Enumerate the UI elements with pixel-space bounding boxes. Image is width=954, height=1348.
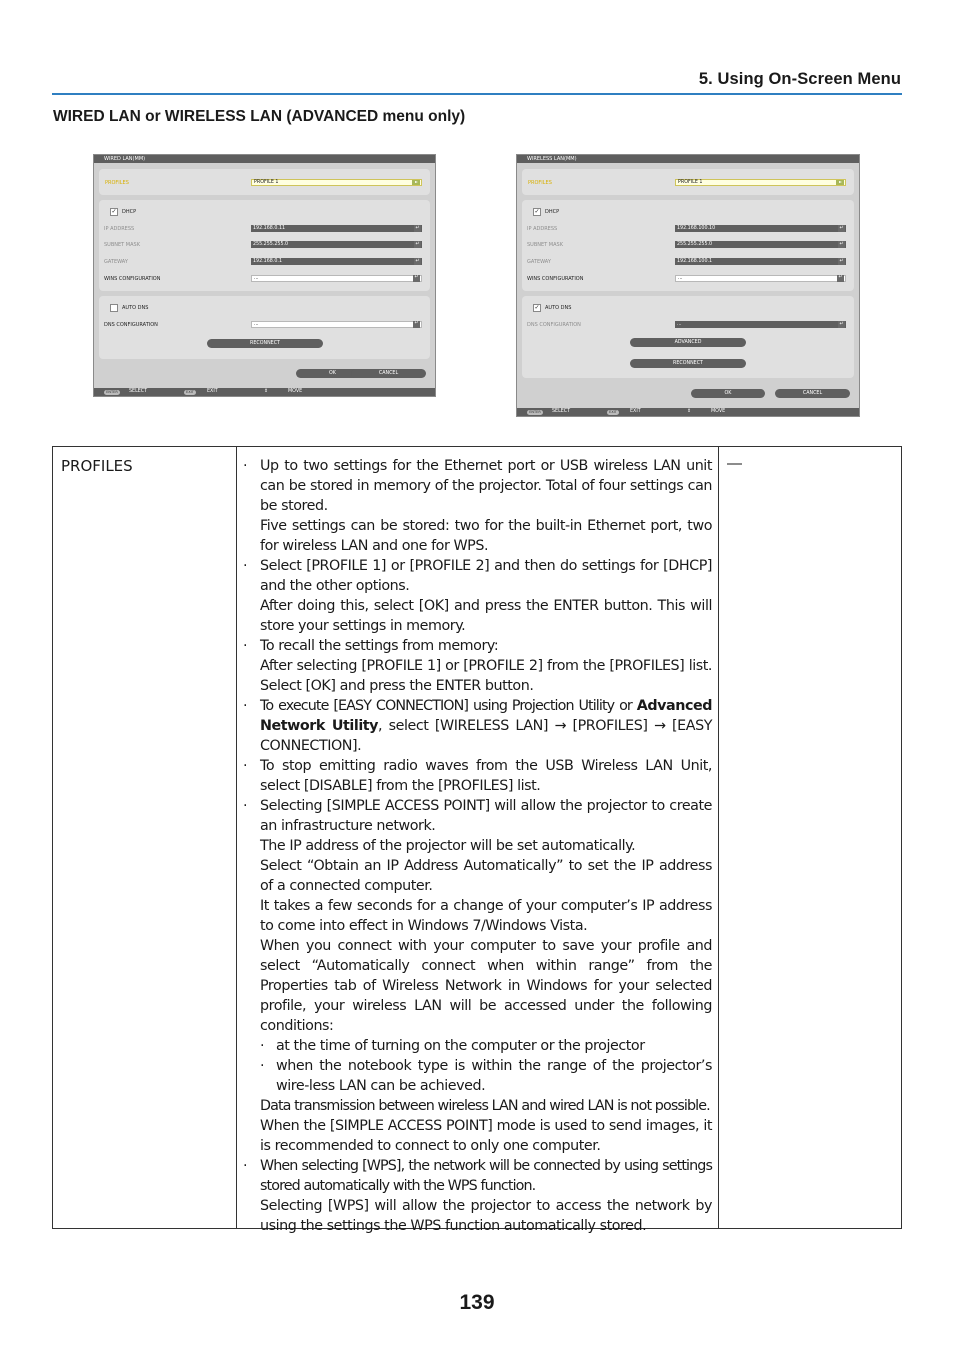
bullet: · [243, 558, 248, 574]
paragraph: To stop emitting radio waves from the USB Wireless LAN Unit, select [DISABLE] from the [PROFILES] list. [260, 758, 712, 794]
bullet: · [243, 698, 248, 714]
ip-label: IP ADDRESS [527, 226, 558, 232]
enter-icon: ↵ [839, 321, 844, 327]
move-key-icon: ⇕ [687, 409, 692, 414]
advanced-button[interactable]: ADVANCED [630, 338, 746, 347]
paragraph: It takes a few seconds for a change of your computer’s IP address to come into effect in Windows 7/Windows Vista. [260, 898, 712, 934]
column-divider [718, 447, 719, 1228]
bullet: · [243, 638, 248, 654]
cancel-button[interactable]: CANCEL [775, 389, 850, 398]
enter-icon: ↵ [839, 241, 844, 247]
paragraph: After doing this, select [OK] and press the ENTER button. This will store your settings in memory. [260, 598, 712, 634]
item-name: PROFILES [61, 457, 133, 475]
mask-label: SUBNET MASK [527, 242, 563, 248]
cancel-button[interactable]: CANCEL [351, 369, 426, 378]
list-item [237, 696, 712, 756]
paragraph: Selecting [WPS] will allow the projector to access the network by using the settings the WPS function automatically stored. [260, 1198, 712, 1234]
bullet: · [243, 758, 248, 774]
gateway-field[interactable]: 192.168.100.1 ↵ [675, 258, 846, 265]
paragraph: Selecting [SIMPLE ACCESS POINT] will allow the projector to create an infrastructure network. [260, 798, 712, 834]
dhcp-checkbox[interactable]: ✓ [534, 208, 540, 215]
ip-field[interactable]: 192.168.100.10 ↵ [675, 225, 846, 232]
paragraph: After selecting [PROFILE 1] or [PROFILE 2] from the [PROFILES] list. Select [OK] and press the ENTER button. [260, 658, 712, 694]
enter-icon: ↵ [415, 258, 420, 264]
osd-footer [94, 388, 435, 396]
mask-label: SUBNET MASK [104, 242, 140, 248]
list-item [237, 1156, 712, 1236]
dns-label: DNS CONFIGURATION [527, 322, 581, 328]
auto-dns-checkbox[interactable] [110, 304, 118, 312]
dns-panel [522, 296, 854, 378]
bullet: · [243, 1158, 248, 1174]
enter-icon: ↵ [415, 241, 420, 247]
list-item [237, 756, 712, 796]
ip-label: IP ADDRESS [104, 226, 135, 232]
tcpip-panel [99, 200, 430, 291]
sub-list-item: · at the time of turning on the computer or the projector [260, 1038, 645, 1054]
list-item [237, 556, 712, 636]
enter-icon: ↵ [839, 225, 844, 231]
text-run: , select [WIRELESS LAN] → [PROFILES] → [EASY CONNECTION]. [260, 718, 712, 754]
dhcp-checkbox[interactable]: ✓ [111, 208, 117, 215]
mask-field[interactable]: 255.255.255.0 ↵ [675, 241, 846, 248]
section-title: WIRED LAN or WIRELESS LAN (ADVANCED menu only) [53, 108, 466, 125]
play-icon [836, 180, 844, 185]
footer-select: SELECT [552, 409, 571, 414]
move-key-icon: ⇕ [264, 389, 269, 394]
paragraph: When you connect with your computer to save your profile and select “Automatically connect when within range” from the Properties tab of Wireless Network in Windows for your selected profile, your wireless LAN will be accessed under the following conditions: [260, 938, 712, 1034]
wired-lan-osd [93, 154, 436, 397]
ip-field[interactable]: 192.168.0.11 ↵ [251, 225, 422, 232]
enter-icon: ↵ [415, 225, 420, 231]
enter-icon: ↵ [838, 274, 843, 280]
list-item [237, 456, 712, 556]
profiles-select[interactable]: PROFILE 1 [251, 179, 422, 186]
settings-table [52, 446, 902, 1234]
paragraph: Select “Obtain an IP Address Automatically” to set the IP address of a connected computer. [260, 858, 712, 894]
auto-dns-label: AUTO DNS [545, 305, 572, 311]
item-description [237, 456, 712, 1236]
chapter-title: 5. Using On-Screen Menu [698, 70, 901, 88]
profiles-select[interactable]: PROFILE 1 [675, 179, 846, 186]
bold-term: Advanced Network Utility [260, 698, 712, 734]
footer-select: SELECT [129, 389, 148, 394]
profiles-label: PROFILES [105, 180, 129, 186]
dns-field[interactable]: ... ↵ [251, 321, 422, 328]
enter-icon: ↵ [414, 274, 419, 280]
dhcp-label: DHCP [122, 209, 137, 215]
osd-title: WIRED LAN(MM) [94, 155, 435, 163]
osd-footer [517, 408, 859, 416]
profiles-panel [522, 169, 854, 195]
exit-key-icon: EXIT [184, 390, 196, 395]
auto-dns-checkbox[interactable]: ✓ [534, 304, 540, 311]
footer-move: MOVE [711, 409, 726, 414]
auto-dns-label: AUTO DNS [122, 305, 149, 311]
paragraph: The IP address of the projector will be set automatically. [260, 838, 636, 854]
gateway-label: GATEWAY [104, 259, 128, 265]
bullet: · [243, 458, 248, 474]
gateway-field[interactable]: 192.168.0.1 ↵ [251, 258, 422, 265]
list-item [237, 796, 712, 1156]
profiles-panel [99, 169, 430, 195]
page-number: 139 [459, 1291, 495, 1314]
osd-title: WIRELESS LAN(MM) [517, 155, 859, 163]
paragraph: When the [SIMPLE ACCESS POINT] mode is used to send images, it is recommended to connect to only one computer. [260, 1118, 712, 1154]
reconnect-button[interactable]: RECONNECT [630, 359, 746, 368]
mask-field[interactable]: 255.255.255.0 ↵ [251, 241, 422, 248]
bullet: · [260, 1038, 265, 1054]
gateway-label: GATEWAY [527, 259, 551, 265]
dns-field[interactable]: ... ↵ [675, 321, 846, 328]
exit-key-icon: EXIT [607, 410, 619, 415]
wins-label: WINS CONFIGURATION [527, 276, 584, 282]
paragraph: Up to two settings for the Ethernet port or USB wireless LAN unit can be stored in memory of the projector. Total of four settings can be stored. [260, 458, 712, 514]
footer-exit: EXIT [207, 389, 218, 394]
default-value-dash: — [727, 455, 742, 472]
enter-icon: ↵ [839, 258, 844, 264]
play-icon [412, 180, 420, 185]
dhcp-label: DHCP [545, 209, 560, 215]
reconnect-button[interactable]: RECONNECT [207, 339, 323, 348]
wireless-lan-osd [516, 154, 860, 417]
paragraph: Five settings can be stored: two for the built-in Ethernet port, two for wireless LAN and one for WPS. [260, 518, 712, 554]
header-rule [52, 93, 902, 95]
profiles-label: PROFILES [528, 180, 552, 186]
paragraph [260, 696, 712, 756]
text-run: To execute [EASY CONNECTION] using Projection Utility or [260, 698, 637, 714]
paragraph: When selecting [WPS], the network will be connected by using settings stored automatically with the WPS function. [260, 1158, 712, 1194]
bullet: · [260, 1058, 265, 1074]
bullet: · [243, 798, 248, 814]
list-item [237, 636, 712, 696]
wins-field[interactable]: ... ↵ [251, 275, 422, 282]
enter-key-icon: ENTER [527, 410, 543, 415]
paragraph: Select [PROFILE 1] or [PROFILE 2] and then do settings for [DHCP] and the other options. [260, 558, 712, 594]
footer-exit: EXIT [630, 409, 641, 414]
ok-button[interactable]: OK [691, 389, 765, 398]
footer-move: MOVE [288, 389, 303, 394]
enter-icon: ↵ [414, 320, 419, 326]
tcpip-panel [522, 200, 854, 291]
wins-label: WINS CONFIGURATION [104, 276, 161, 282]
enter-key-icon: ENTER [104, 390, 120, 395]
dns-panel [99, 296, 430, 359]
ok-button[interactable]: OK [296, 369, 369, 378]
paragraph: Data transmission between wireless LAN and wired LAN is not possible. [260, 1098, 710, 1114]
dns-label: DNS CONFIGURATION [104, 322, 158, 328]
paragraph: To recall the settings from memory: [260, 638, 499, 654]
sub-list-item: · when the notebook type is within the range of the projector’s wire-less LAN can be achieved. [260, 1058, 712, 1094]
wins-field[interactable]: ... ↵ [675, 275, 846, 282]
